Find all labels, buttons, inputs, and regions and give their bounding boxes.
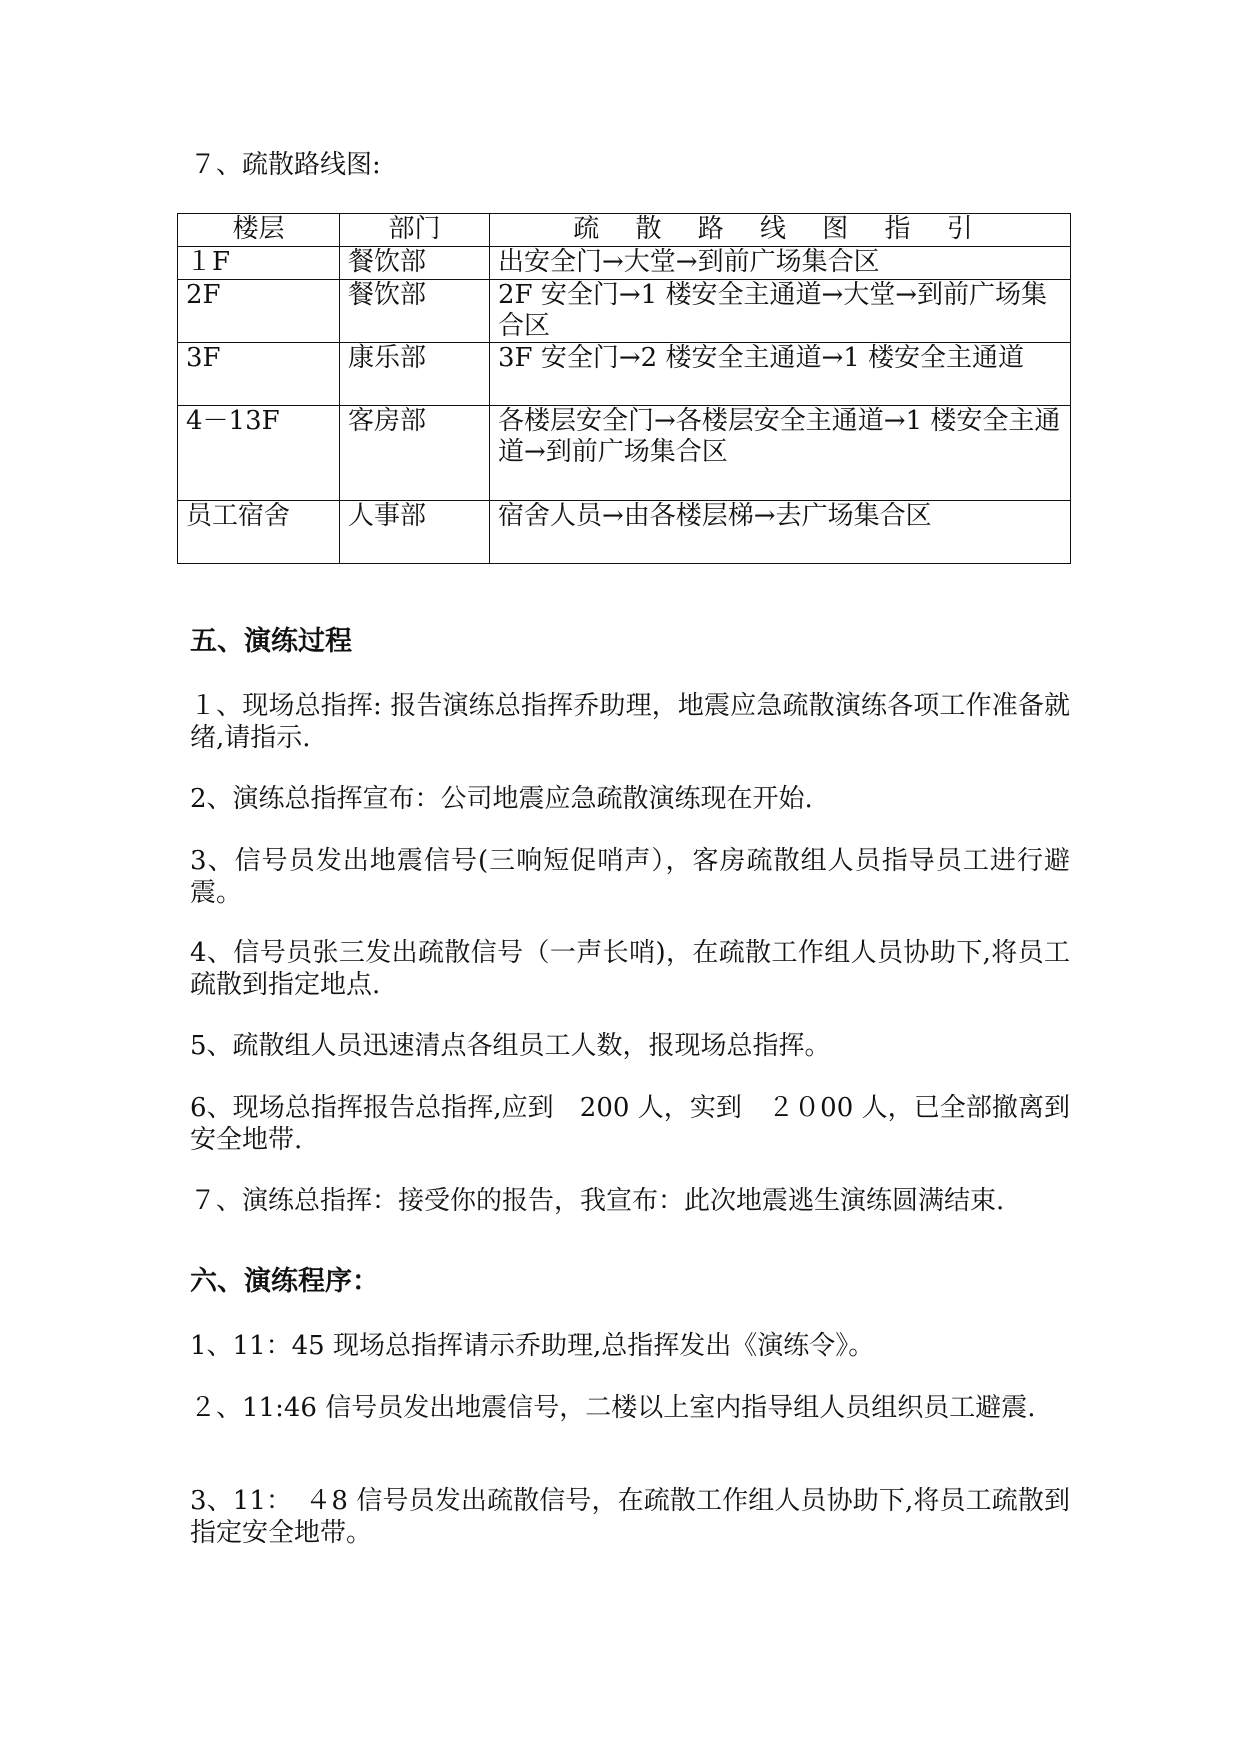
cell-route: 3F 安全门→2 楼安全主通道→1 楼安全主通道 <box>490 343 1071 406</box>
cell-floor: 员工宿舍 <box>178 501 340 564</box>
cell-route: 宿舍人员→由各楼层梯→去广场集合区 <box>490 501 1071 564</box>
procedure-item-3: 3、11： ４8 信号员发出疏散信号，在疏散工作组人员协助下,将员工疏散到指定安全地带。 <box>190 1486 1070 1548</box>
table-row <box>178 280 1071 343</box>
cell-route: 2F 安全门→1 楼安全主通道→大堂→到前广场集合区 <box>490 280 1071 343</box>
table-row <box>178 343 1071 406</box>
cell-dept: 人事部 <box>340 501 490 564</box>
header-route: 疏 散 路 线 图 指 引 <box>490 214 1071 247</box>
cell-floor: １F <box>178 247 340 280</box>
procedure-item-1: 1、11：45 现场总指挥请示乔助理,总指挥发出《演练令》。 <box>190 1331 875 1361</box>
cell-dept: 餐饮部 <box>340 280 490 343</box>
procedure-item-2: ２、11:46 信号员发出地震信号，二楼以上室内指导组人员组织员工避震. <box>190 1393 1036 1423</box>
process-item-3: 3、信号员发出地震信号(三响短促哨声），客房疏散组人员指导员工进行避震。 <box>190 846 1070 908</box>
cell-dept: 康乐部 <box>340 343 490 406</box>
table-row <box>178 406 1071 501</box>
table-row <box>178 501 1071 564</box>
cell-dept: 餐饮部 <box>340 247 490 280</box>
cell-floor: 4－13F <box>178 406 340 501</box>
process-item-5: 5、疏散组人员迅速清点各组员工人数，报现场总指挥。 <box>190 1031 831 1061</box>
table-header-row <box>178 214 1071 247</box>
cell-dept: 客房部 <box>340 406 490 501</box>
table-row <box>178 247 1071 280</box>
process-item-6: 6、现场总指挥报告总指挥,应到 200 人，实到 ２０00 人，已全部撤离到安全地带. <box>190 1093 1070 1155</box>
route-section-label: ７、疏散路线图: <box>190 150 381 180</box>
cell-route: 出安全门→大堂→到前广场集合区 <box>490 247 1071 280</box>
cell-route: 各楼层安全门→各楼层安全主通道→1 楼安全主通道→到前广场集合区 <box>490 406 1071 501</box>
process-item-4: 4、信号员张三发出疏散信号（一声长哨)，在疏散工作组人员协助下,将员工疏散到指定地点. <box>190 938 1070 1000</box>
process-item-1: １、现场总指挥: 报告演练总指挥乔助理，地震应急疏散演练各项工作准备就绪,请指示. <box>190 691 1070 753</box>
cell-floor: 3F <box>178 343 340 406</box>
procedure-heading: 六、演练程序： <box>190 1266 379 1297</box>
header-floor: 楼层 <box>178 214 340 247</box>
cell-floor: 2F <box>178 280 340 343</box>
header-dept: 部门 <box>340 214 490 247</box>
process-item-7: ７、演练总指挥：接受你的报告，我宣布：此次地震逃生演练圆满结束. <box>190 1186 1005 1216</box>
process-item-2: 2、演练总指挥宣布：公司地震应急疏散演练现在开始. <box>190 784 813 814</box>
process-heading: 五、演练过程 <box>190 626 352 657</box>
evacuation-route-table <box>177 213 1071 564</box>
